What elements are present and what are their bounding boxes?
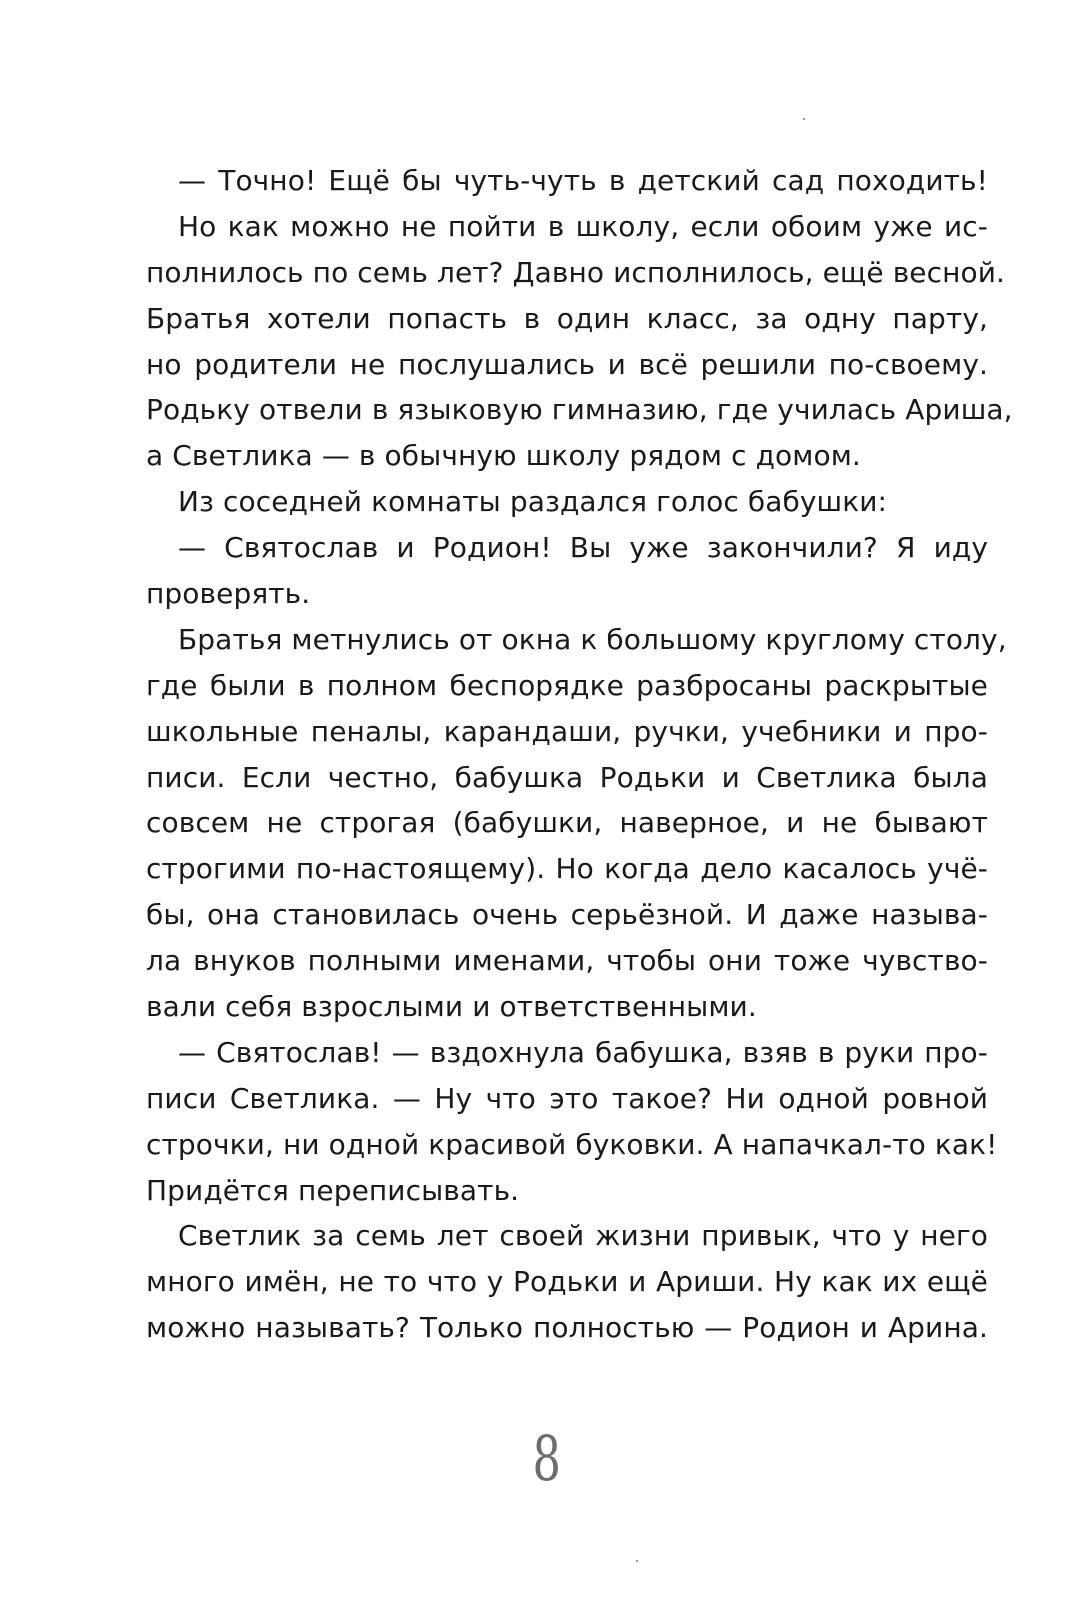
text-line-13: школьные пеналы, карандаши, ручки, учебники и про- [146,714,988,748]
text-line-14: писи. Если честно, бабушка Родьки и Светлика была [146,760,988,794]
text-line-25: много имён, не то что у Родьки и Ариши. Ну как их ещё [146,1265,988,1299]
text-line-21: писи Светлика. — Ну что это такое? Ни одной ровной [146,1081,988,1115]
text-line-4: Братья хотели попасть в один класс, за одну парту, [146,301,988,335]
text-line-23: Придётся переписывать. [146,1173,520,1207]
text-line-10: проверять. [146,577,311,611]
body-text [146,158,1013,1351]
text-line-5: но родители не послушались и всё решили по-своему. [146,347,988,381]
text-line-18: ла внуков полными именами, чтобы они тоже чувство- [146,944,988,978]
text-line-24: Светлик за семь лет своей жизни привык, что у него [178,1219,988,1253]
page-number: 8 [532,1422,561,1495]
text-line-16: строгими по-настоящему). Но когда дело касалось учё- [146,852,988,886]
text-line-26: можно называть? Только полностью — Родион и Арина. [146,1311,988,1345]
print-speck [636,1560,638,1562]
text-line-15: совсем не строгая (бабушки, наверное, и не бывают [146,806,988,840]
text-line-19: вали себя взрослыми и ответственными. [146,990,757,1024]
text-line-9: — Святослав и Родион! Вы уже закончили? Я иду [178,531,988,565]
text-line-1: — Точно! Ещё бы чуть-чуть в детский сад походить! [178,164,988,197]
text-line-11: Братья метнулись от окна к большому круглому столу, [178,622,1007,656]
text-line-2: Но как можно не пойти в школу, если обоим уже ис- [178,209,988,243]
text-line-3: полнилось по семь лет? Давно исполнилось, ещё весной. [146,255,1006,289]
print-speck [803,118,805,120]
text-line-22: строчки, ни одной красивой буковки. А напачкал-то как! [146,1127,998,1161]
text-line-7: а Светлика — в обычную школу рядом с домом. [146,439,861,473]
text-line-8: Из соседней комнаты раздался голос бабушки: [178,485,888,519]
text-line-20: — Святослав! — вздохнула бабушка, взяв в руки про- [178,1035,988,1069]
text-line-6: Родьку отвели в языковую гимназию, где училась Ариша, [146,393,1013,427]
text-line-17: бы, она становилась очень серьёзной. И даже называ- [146,898,988,932]
text-line-12: где были в полном беспорядке разбросаны раскрытые [146,668,988,702]
